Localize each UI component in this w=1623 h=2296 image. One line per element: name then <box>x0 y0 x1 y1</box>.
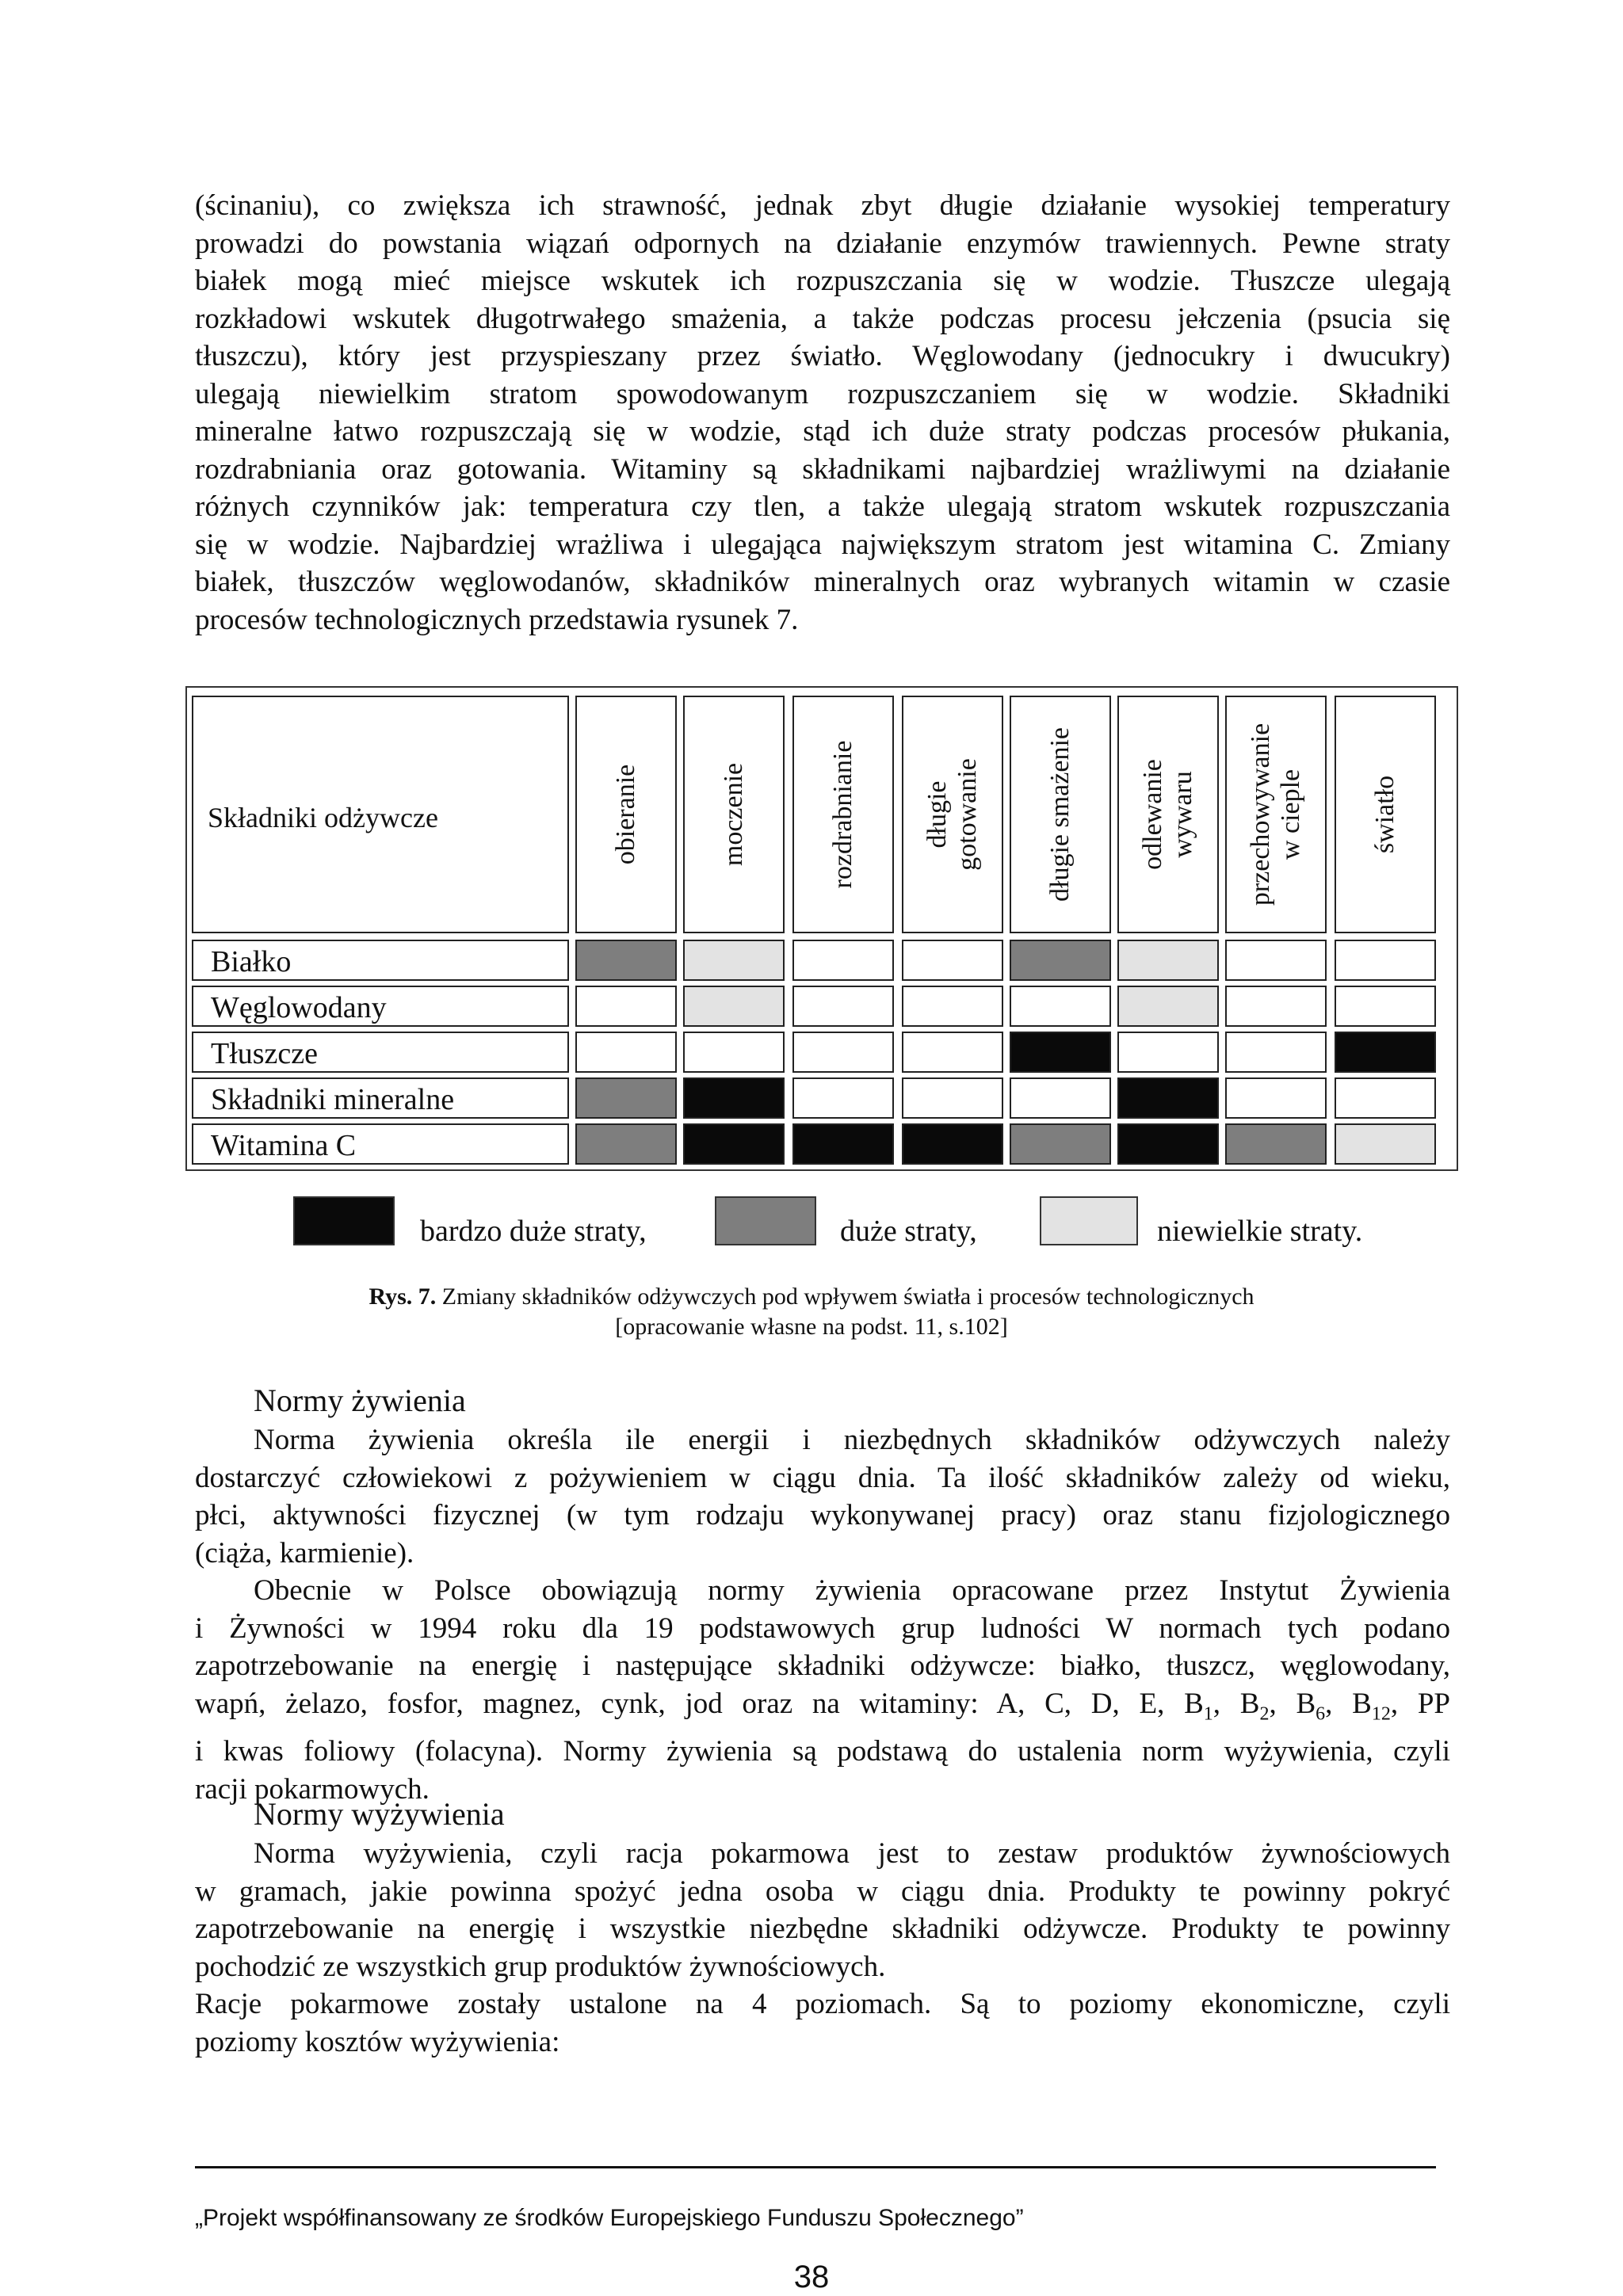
text-line: prowadzi do powstania wiązań odpornych na działanie enzymów trawiennych. Pewne straty <box>195 227 1450 260</box>
loss-cell <box>1335 940 1436 981</box>
column-header-label: rozdrabnianie <box>828 740 857 889</box>
text-line: (ciąża, karmienie). <box>195 1536 414 1569</box>
loss-cell <box>575 986 677 1027</box>
text-line: w gramach, jakie powinna spożyć jedna osoba w ciągu dnia. Produkty te powinny pokryć <box>195 1875 1450 1908</box>
loss-cell <box>1335 1077 1436 1119</box>
loss-cell <box>575 1032 677 1073</box>
loss-cell <box>792 1077 894 1119</box>
loss-cell <box>1335 986 1436 1027</box>
row-label: Białko <box>211 945 292 978</box>
loss-cell <box>683 1123 785 1165</box>
footer-project-note: „Projekt współfinansowany ze środków Europejskiego Funduszu Społecznego” <box>195 2205 1024 2231</box>
text-line: poziomy kosztów wyżywienia: <box>195 2025 560 2058</box>
vitamin-separator: , B <box>1269 1687 1316 1720</box>
section2-paragraph-1 <box>195 1835 1450 1985</box>
row-label: Witamina C <box>211 1129 357 1162</box>
legend-swatch <box>715 1196 816 1245</box>
text-line: mineralne łatwo rozpuszczają się w wodzie, stąd ich duże straty podczas procesów płukania, <box>195 415 1450 448</box>
loss-cell <box>902 1032 1003 1073</box>
loss-cell <box>1225 1123 1327 1165</box>
legend-swatch <box>293 1196 395 1245</box>
loss-cell <box>1335 1123 1436 1165</box>
text-line: dostarczyć człowiekowi z pożywieniem w ciągu dnia. Ta ilość składników zależy od wieku, <box>195 1461 1450 1494</box>
figure-caption <box>0 1282 1623 1342</box>
loss-cell <box>1010 986 1111 1027</box>
loss-cell <box>1225 940 1327 981</box>
legend-label: duże straty, <box>840 1215 977 1248</box>
caption-source: [opracowanie własne na podst. 11, s.102] <box>615 1314 1008 1340</box>
column-header-label: moczenie <box>719 762 748 867</box>
vitamin-subscript: 2 <box>1259 1703 1270 1724</box>
footer-divider <box>195 2166 1436 2168</box>
row-label-box <box>192 986 569 1027</box>
loss-cell <box>1225 1077 1327 1119</box>
loss-cell <box>1335 1032 1436 1073</box>
row-label-box <box>192 940 569 981</box>
text-line: białek, tłuszczów węglowodanów, składników mineralnych oraz wybranych witamin w czasie <box>195 566 1450 598</box>
loss-cell <box>575 1077 677 1119</box>
page-number: 38 <box>793 2260 830 2294</box>
row-label: Węglowodany <box>211 991 387 1024</box>
loss-cell <box>1117 1123 1219 1165</box>
text-line: i Żywności w 1994 roku dla 19 podstawowych grup ludności W normach tych podano <box>195 1611 1450 1645</box>
loss-cell <box>1225 1032 1327 1073</box>
text-line: różnych czynników jak: temperatura czy tlen, a także ulegają stratom wskutek rozpuszczania <box>195 490 1450 523</box>
row-label-box <box>192 1032 569 1073</box>
loss-cell <box>902 1123 1003 1165</box>
column-header-label: długie smażenie <box>1045 727 1075 902</box>
vitamin-subscript: 12 <box>1371 1703 1391 1724</box>
loss-cell <box>1010 1032 1111 1073</box>
loss-cell <box>683 1077 785 1119</box>
row-label-box <box>192 1077 569 1119</box>
text-line: rozkładowi wskutek długotrwałego smażenia, a także podczas procesu jełczenia (psucia się <box>195 302 1450 335</box>
loss-cell <box>1010 1123 1111 1165</box>
section1-paragraph-2 <box>195 1572 1450 1808</box>
text-line: Norma wyżywienia, czyli racja pokarmowa jest to zestaw produktów żywnościowych <box>254 1837 1450 1870</box>
heading-normy-zywienia: Normy żywienia <box>254 1383 466 1418</box>
section1-paragraph-1 <box>195 1421 1450 1572</box>
text-line: pochodzić ze wszystkich grup produktów żywnościowych. <box>195 1950 886 1983</box>
column-header-swiatlo <box>1335 696 1436 933</box>
text-line: zapotrzebowanie na energię i wszystkie niezbędne składniki odżywcze. Produkty te powinny <box>195 1913 1450 1945</box>
loss-cell <box>1225 986 1327 1027</box>
loss-cell <box>575 1123 677 1165</box>
text-line: (ścinaniu), co zwiększa ich strawność, jednak zbyt długie działanie wysokiej temperatury <box>195 189 1450 222</box>
loss-cell <box>792 986 894 1027</box>
text-line: procesów technologicznych przedstawia rysunek 7. <box>195 603 799 636</box>
text-line: racji pokarmowych. <box>195 1772 430 1806</box>
column-header-label: światło <box>1370 775 1400 854</box>
vitamin-separator: , B <box>1212 1687 1260 1720</box>
vitamin-list-text: wapń, żelazo, fosfor, magnez, cynk, jod oraz na witaminy: A, C, D, E, B <box>195 1687 1204 1720</box>
vitamin-separator: , PP <box>1390 1687 1450 1720</box>
loss-cell <box>1117 1032 1219 1073</box>
loss-cell <box>1117 940 1219 981</box>
text-line: tłuszczu), który jest przyspieszany przez światło. Węglowodany (jednocukry i dwucukry) <box>195 340 1450 372</box>
header-label-box <box>192 696 569 933</box>
row-label: Tłuszcze <box>211 1037 319 1070</box>
column-header-label: odlewanie wywaru <box>1138 759 1197 870</box>
column-header-rozdrabnianie <box>792 696 894 933</box>
text-line <box>195 1685 1450 1733</box>
text-line: Norma żywienia określa ile energii i niezbędnych składników odżywczych należy <box>254 1424 1450 1456</box>
heading-normy-wyzywienia: Normy wyżywienia <box>254 1796 505 1832</box>
caption-prefix: Rys. 7. <box>369 1283 437 1310</box>
row-label-box <box>192 1123 569 1165</box>
column-header-label: obieranie <box>611 764 640 865</box>
column-header-dlugie_smazenie <box>1010 696 1111 933</box>
legend-label: niewielkie straty. <box>1157 1215 1363 1248</box>
column-header-moczenie <box>683 696 785 933</box>
loss-cell <box>683 1032 785 1073</box>
text-line: ulegają niewielkim stratom spowodowanym rozpuszczaniem się w wodzie. Składniki <box>195 377 1450 410</box>
column-header-label: długie gotowanie <box>922 758 982 871</box>
row-label: Składniki mineralne <box>211 1083 455 1116</box>
intro-paragraph <box>195 187 1450 639</box>
loss-cell <box>902 986 1003 1027</box>
legend-label: bardzo duże straty, <box>420 1215 647 1248</box>
loss-cell <box>1010 1077 1111 1119</box>
loss-cell <box>1010 940 1111 981</box>
column-header-obieranie <box>575 696 677 933</box>
legend-swatch <box>1040 1196 1138 1245</box>
text-line: się w wodzie. Najbardziej wrażliwa i ulegająca największym stratom jest witamina C. Zmiany <box>195 528 1450 561</box>
loss-cell <box>683 986 785 1027</box>
loss-cell <box>683 940 785 981</box>
loss-cell <box>1117 986 1219 1027</box>
text-line: Racje pokarmowe zostały ustalone na 4 poziomach. Są to poziomy ekonomiczne, czyli <box>195 1988 1450 2020</box>
text-line: płci, aktywności fizycznej (w tym rodzaju wykonywanej pracy) oraz stanu fizjologicznego <box>195 1499 1450 1531</box>
text-line: zapotrzebowanie na energię i następujące składniki odżywcze: białko, tłuszcz, węglowodany, <box>195 1650 1450 1682</box>
column-header-label: przechowywanie w cieple <box>1246 723 1305 906</box>
caption-text: Zmiany składników odżywczych pod wpływem światła i procesów technologicznych <box>441 1283 1254 1310</box>
header-label: Składniki odżywcze <box>208 802 438 833</box>
loss-cell <box>792 940 894 981</box>
loss-cell <box>792 1032 894 1073</box>
text-line: Obecnie w Polsce obowiązują normy żywienia opracowane przez Instytut Żywienia <box>254 1574 1450 1607</box>
column-header-dlugie_gotowanie <box>902 696 1003 933</box>
loss-cell <box>575 940 677 981</box>
text-line: i kwas foliowy (folacyna). Normy żywienia są podstawą do ustalenia norm wyżywienia, czyli <box>195 1735 1450 1768</box>
loss-cell <box>792 1123 894 1165</box>
section2-paragraph-2 <box>195 1985 1450 2061</box>
loss-cell <box>902 1077 1003 1119</box>
text-line: rozdrabniania oraz gotowania. Witaminy są składnikami najbardziej wrażliwymi na działanie <box>195 452 1450 486</box>
vitamin-subscript: 6 <box>1316 1703 1326 1724</box>
vitamin-subscript: 1 <box>1203 1703 1213 1724</box>
column-header-odlewanie_wywaru <box>1117 696 1219 933</box>
text-line: białek mogą mieć miejsce wskutek ich rozpuszczania się w wodzie. Tłuszcze ulegają <box>195 265 1450 297</box>
loss-cell <box>1117 1077 1219 1119</box>
column-header-przechowywanie <box>1225 696 1327 933</box>
vitamin-separator: , B <box>1325 1687 1372 1720</box>
loss-cell <box>902 940 1003 981</box>
